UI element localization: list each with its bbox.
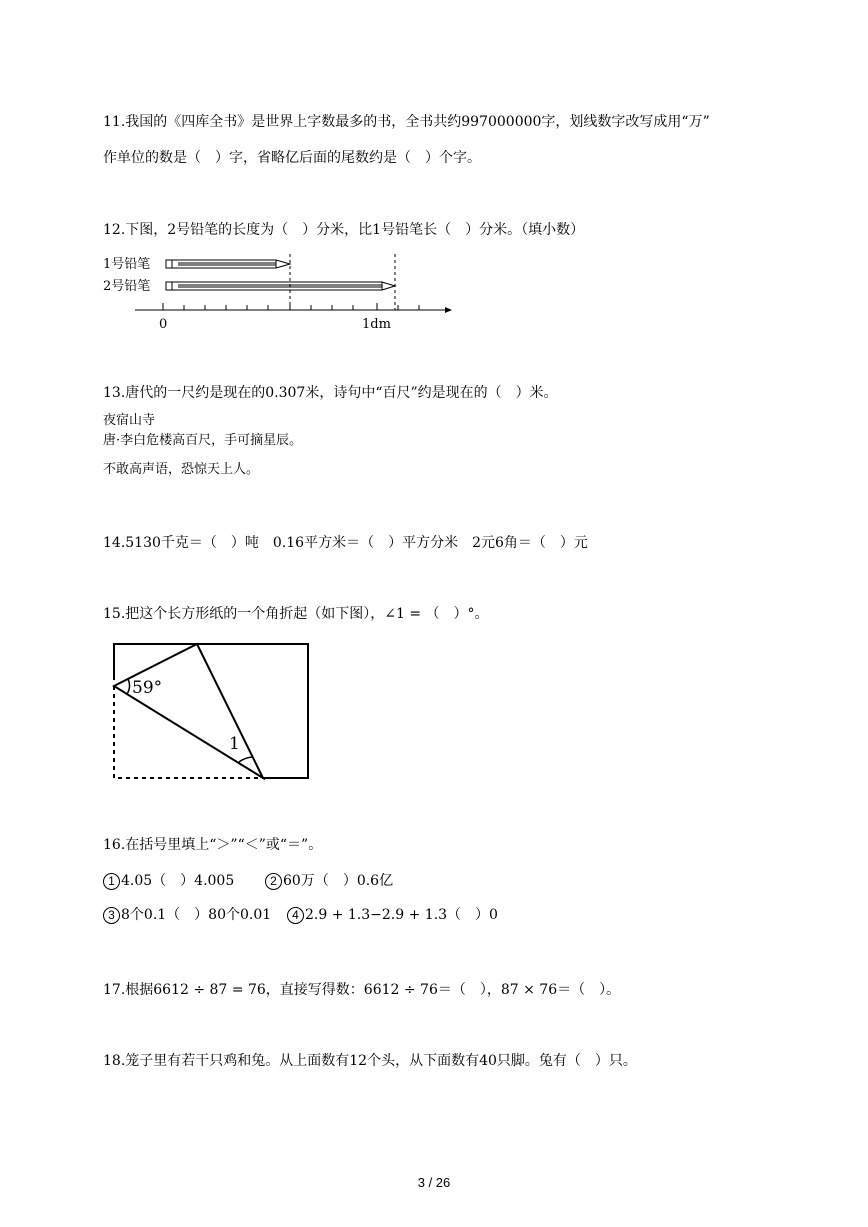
angle-59-arc [127, 679, 130, 694]
q16-item-2 [265, 872, 393, 890]
angle-1-label: 1 [229, 734, 240, 754]
q13-text: 13.唐代的一尺约是现在的0.307米，诗句中“百尺”约是现在的（ ）米。 [103, 385, 558, 401]
circled-number-4: 4 [287, 907, 304, 924]
pencil-ruler-diagram [100, 248, 460, 334]
q15-text: 15.把这个长方形纸的一个角折起（如下图），∠1 = （ ）°。 [103, 606, 489, 622]
q16-text: 16.在括号里填上“＞”“＜”或“＝”。 [103, 837, 323, 853]
q16-item-4 [287, 906, 498, 924]
q13-poem-title: 夜宿山寺 [103, 413, 156, 428]
q16-item-3 [103, 906, 271, 924]
page-number: 3 / 26 [417, 1175, 451, 1190]
folded-paper-diagram [108, 640, 314, 784]
q14-text: 14.5130千克＝（ ）吨 0.16平方米＝（ ）平方分米 2元6角＝（ ）元 [103, 535, 588, 551]
q16-item-4-text: 2.9 + 1.3−2.9 + 1.3（ ）0 [305, 907, 498, 923]
angle-59-label: 59° [132, 678, 163, 698]
pencil-2 [166, 282, 395, 290]
q18-text: 18.笼子里有若干只鸡和兔。从上面数有12个头，从下面数有40只脚。兔有（ ）只。 [103, 1053, 637, 1069]
q12-text: 12.下图，2号铅笔的长度为（ ）分米，比1号铅笔长（ ）分米。（填小数） [103, 222, 585, 238]
ruler-ticks [163, 303, 419, 310]
ruler-tick-0: 0 [159, 317, 168, 332]
paper-rectangle-edge [114, 644, 308, 778]
q16-item-3-text: 8个0.1（ ）80个0.01 [121, 907, 272, 923]
folded-triangle [114, 644, 263, 778]
circled-number-2: 2 [265, 873, 282, 890]
q17-text: 17.根据6612 ÷ 87 = 76，直接写得数：6612 ÷ 76＝（ ），87 × 76＝（ ）。 [103, 982, 621, 998]
q13-poem-line1: 唐·李白危楼高百尺，手可摘星辰。 [103, 433, 303, 448]
angle-1-arc [239, 757, 253, 762]
pencil-1 [166, 260, 290, 268]
ruler-arrow [445, 307, 452, 313]
q13-poem-line2: 不敢高声语，恐惊天上人。 [103, 462, 260, 477]
pencil2-label: 2号铅笔 [103, 279, 151, 294]
q16-item-1-text: 4.05（ ）4.005 [121, 873, 235, 889]
q16-item-1 [103, 872, 234, 890]
circled-number-1: 1 [103, 873, 120, 890]
circled-number-3: 3 [103, 907, 120, 924]
q16-item-2-text: 60万（ ）0.6亿 [283, 873, 394, 889]
q11-line2: 作单位的数是（ ）字，省略亿后面的尾数约是（ ）个字。 [103, 150, 481, 166]
pencil1-label: 1号铅笔 [103, 257, 151, 272]
q11-line1: 11.我国的《四库全书》是世界上字数最多的书，全书共约997000000字，划线数字改写成用“万” [103, 114, 710, 130]
ruler-tick-1dm: 1dm [362, 317, 391, 332]
